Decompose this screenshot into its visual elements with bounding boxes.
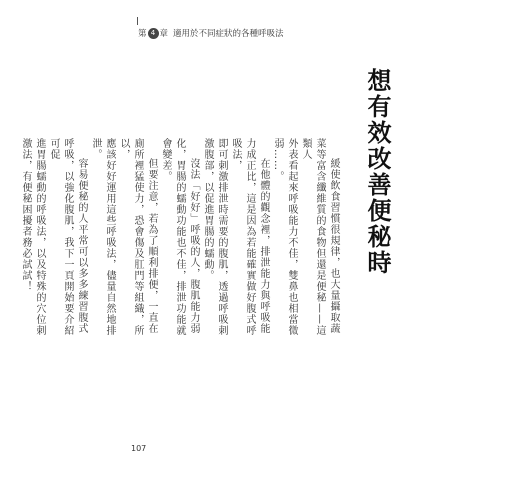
page-number: 107	[131, 444, 147, 453]
chapter-prefix: 第	[138, 29, 147, 39]
section-title: 想有效改善便秘時	[363, 68, 391, 276]
paragraph: 應該好好運用這些呼吸法，儘量自然地排泄。	[90, 138, 115, 336]
running-header	[138, 27, 284, 39]
chapter-title: 適用於不同症狀的各種呼吸法	[173, 29, 284, 39]
paragraph: 容易便秘的人平常可以多多練習腹式呼吸，以強化腹肌，我下一頁開始要介紹可促	[48, 138, 87, 336]
chapter-label	[138, 27, 168, 39]
chapter-number-badge: 4	[148, 28, 159, 39]
paragraph: 即可刺激排泄時需要的腹肌，透過呼吸刺激腹部，以促進胃腸的蠕動。	[202, 138, 227, 336]
paragraph: 外表看起來呼吸能力不佳，雙鼻也相當微弱……。	[272, 138, 297, 336]
paragraph: 進胃腸蠕動的呼吸法，以及特殊的穴位刺激法，有便秘困擾者務必試試！	[20, 138, 45, 336]
paragraph: 在他體的觀念裡，排泄能力與呼吸能力成正比，這是因為若能確實做好腹式呼吸法，	[230, 138, 269, 336]
chapter-suffix: 章	[159, 29, 169, 39]
paragraph: 沒法「好好」呼吸的人，腹肌能力弱化，胃腸的蠕動功能也不佳，排泄功能就會變差。	[160, 138, 199, 336]
body-text	[18, 138, 340, 338]
paragraph: 緩使飲食習慣很規律，也大量攝取蔬菜等富含纖維質的食物但還是便秘——這類人	[300, 138, 339, 336]
paragraph: 但要注意，若為了順利排便，一直在廁所裡猛使力，恐會傷及肛門等組織，所以，	[118, 138, 157, 336]
header-rule	[137, 17, 138, 25]
